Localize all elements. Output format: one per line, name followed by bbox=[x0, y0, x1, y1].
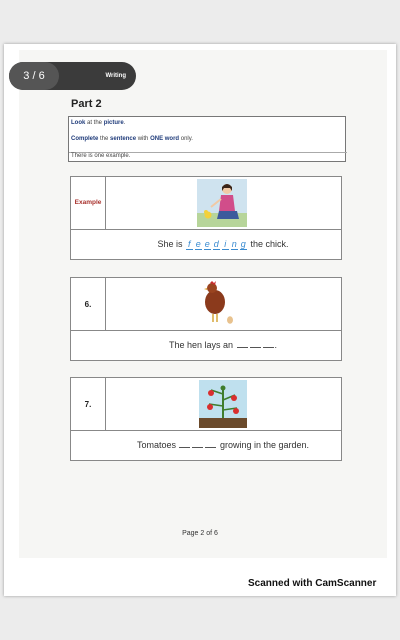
hen-egg-picture bbox=[199, 280, 239, 328]
question-7-box bbox=[70, 377, 342, 461]
girl-feeding-chick-picture bbox=[197, 179, 247, 227]
example-sentence: She is f e e d i n g the chick. bbox=[157, 239, 289, 249]
tomato-plant-picture bbox=[199, 380, 247, 428]
camscanner-watermark: Scanned with CamScanner bbox=[248, 578, 377, 589]
question-6-sentence: The hen lays an . bbox=[168, 340, 278, 350]
page-indicator-pill[interactable] bbox=[9, 62, 136, 90]
instruction-line-3: There is one example. bbox=[69, 152, 347, 159]
question-6-box bbox=[70, 277, 342, 361]
question-number: 6. bbox=[84, 300, 92, 309]
instruction-line-2: Complete the sentence with ONE word only. bbox=[71, 136, 193, 142]
page-footer: Page 2 of 6 bbox=[182, 530, 218, 537]
answer-blank[interactable] bbox=[192, 440, 203, 448]
example-answer: f e e d i n g bbox=[187, 239, 247, 249]
answer-blank[interactable] bbox=[263, 340, 274, 348]
part-title: Part 2 bbox=[71, 98, 102, 110]
answer-blank[interactable] bbox=[179, 440, 190, 448]
answer-blank[interactable] bbox=[237, 340, 248, 348]
question-7-sentence: Tomatoes growing in the garden. bbox=[136, 440, 310, 450]
answer-blank[interactable] bbox=[205, 440, 216, 448]
instructions-box bbox=[68, 116, 346, 162]
example-box bbox=[70, 176, 342, 260]
category-label: Writing bbox=[105, 73, 126, 79]
example-label: Example bbox=[74, 199, 102, 206]
question-number: 7. bbox=[84, 400, 92, 409]
answer-blank[interactable] bbox=[250, 340, 261, 348]
page-counter: 3 / 6 bbox=[9, 62, 59, 90]
instruction-line-1: Look at the picture. bbox=[71, 120, 126, 126]
